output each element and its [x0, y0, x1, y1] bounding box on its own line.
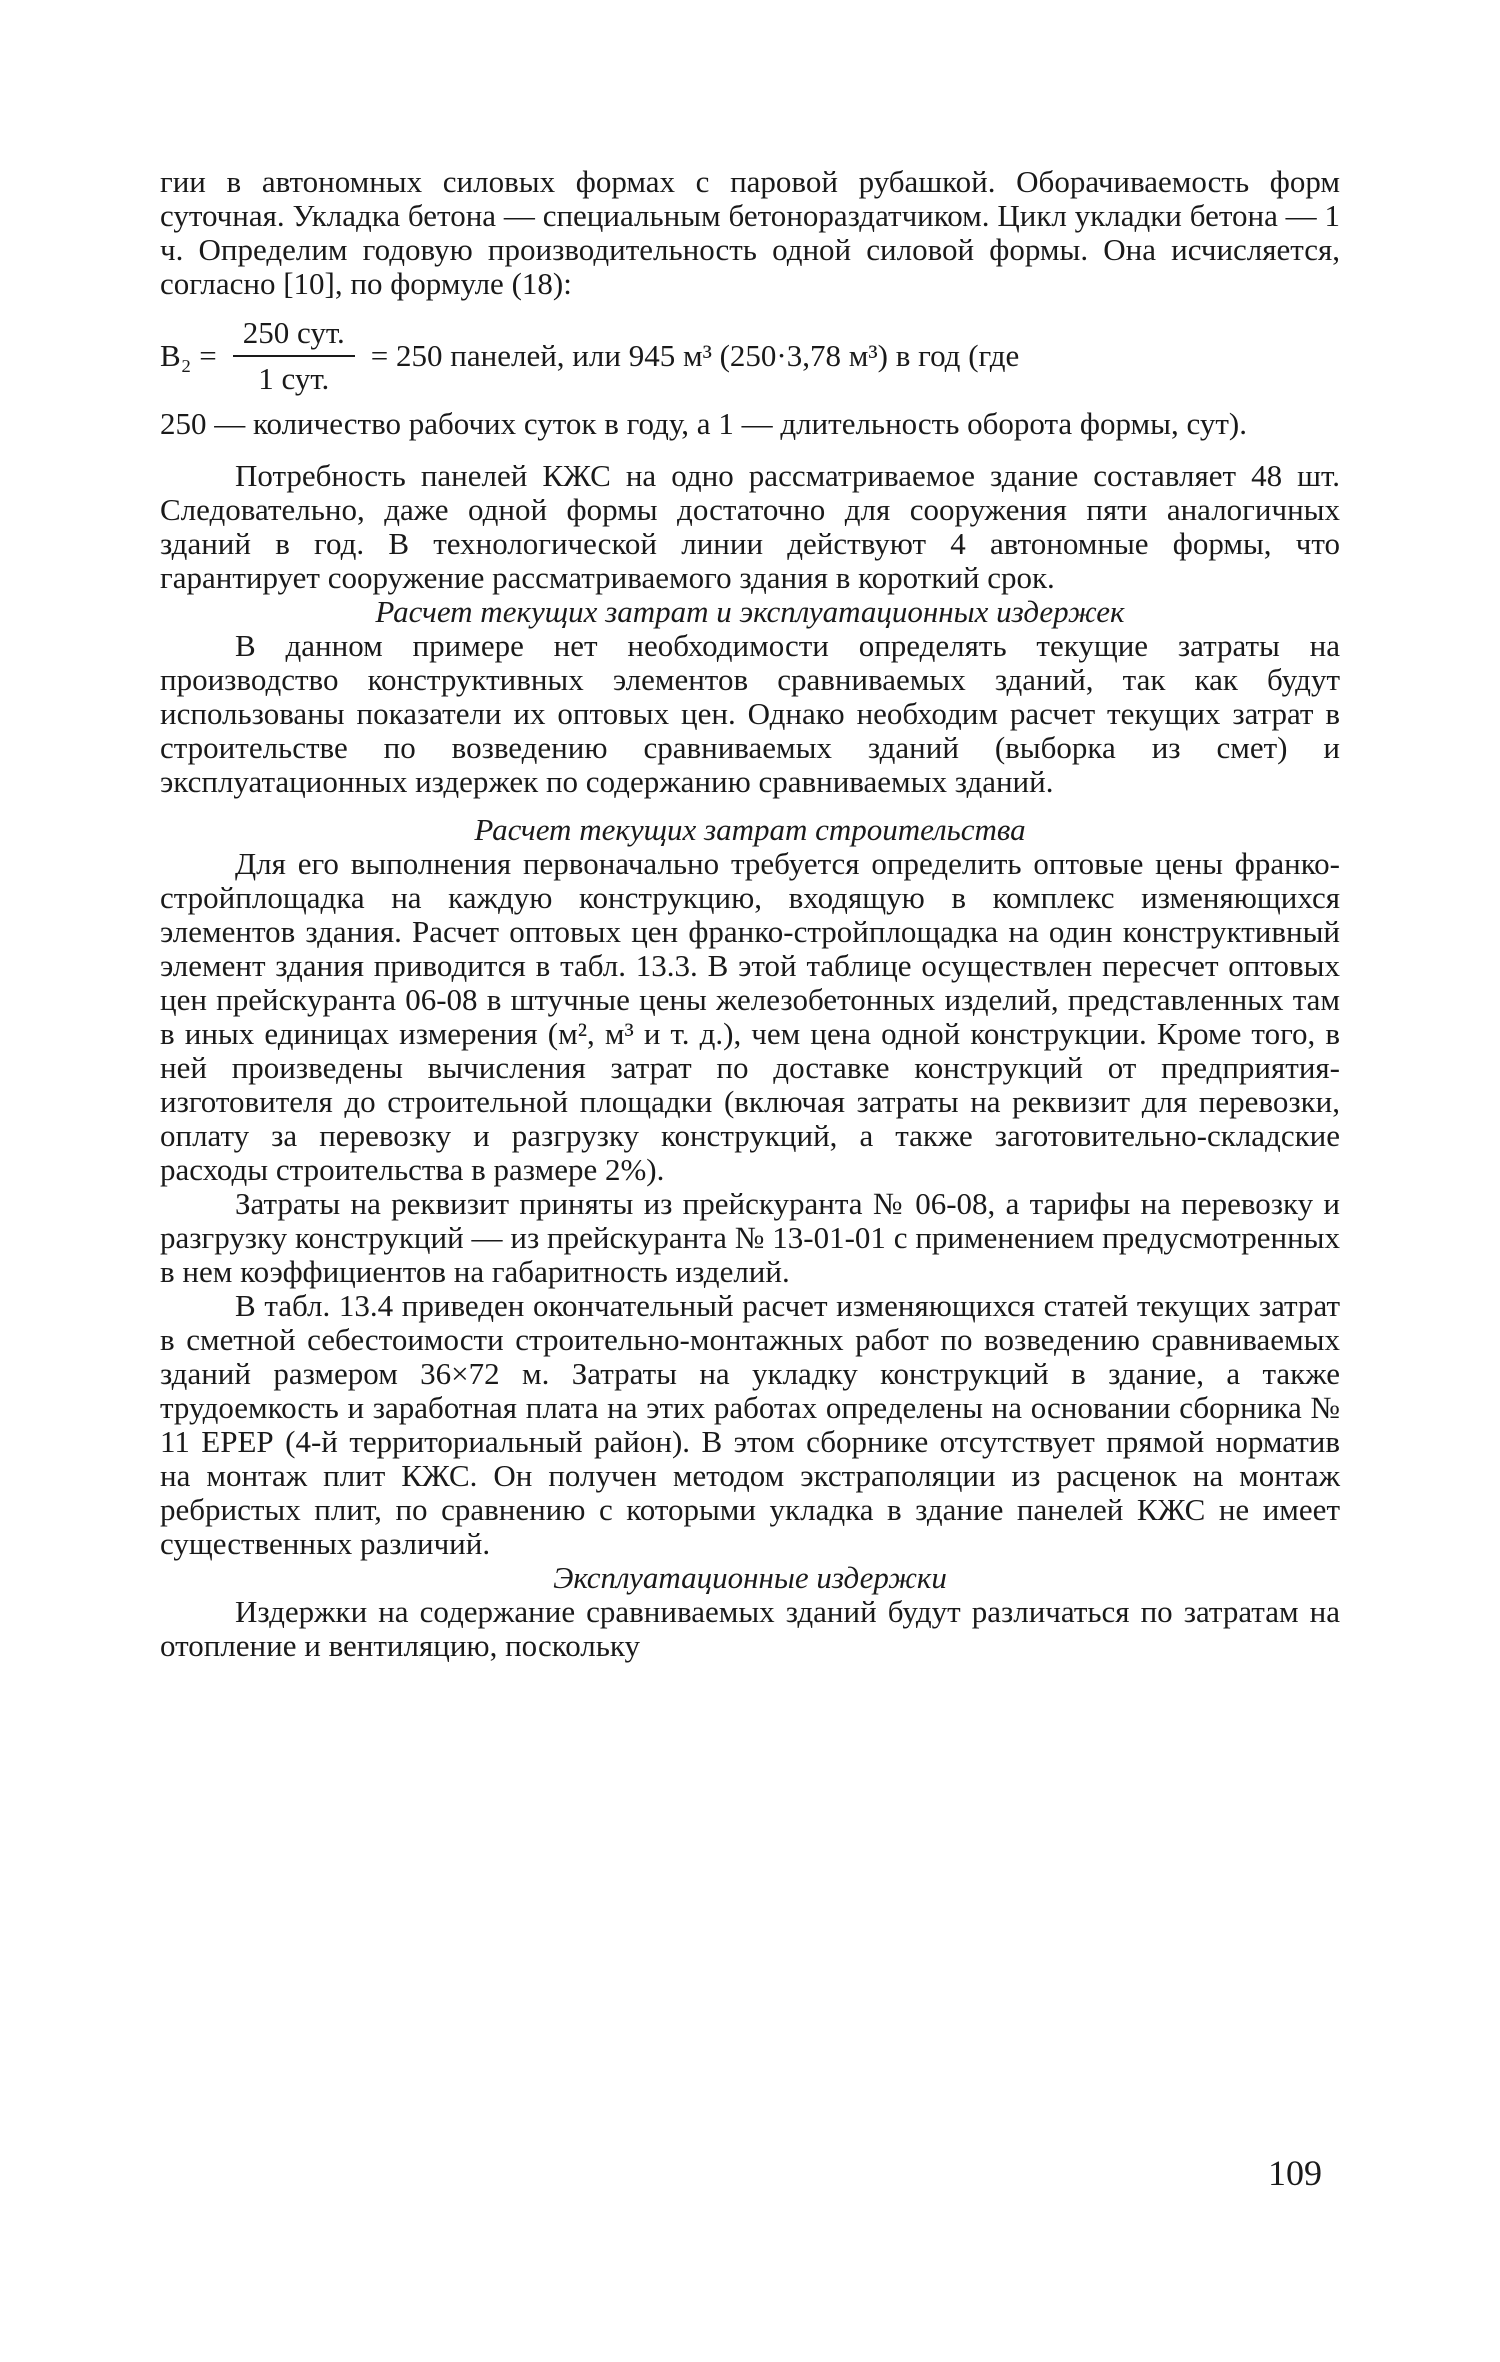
section-heading: Расчет текущих затрат строительства: [474, 812, 1026, 847]
formula: [160, 315, 1340, 397]
page-body: [160, 165, 1340, 1663]
formula-denominator: 1 сут.: [258, 361, 330, 396]
paragraph: Для его выполнения первоначально требуется определить оптовые цены франко-стройплощадка на каждую конструкцию, входящую в комплекс изменяющихся элементов здания. Расчет оптовых цен франко-стройплощадка на один конструктивный элемент здания приводится в табл. 13.3. В этой таблице осуществлен пересчет оптовых цен прейскуранта 06-08 в штучные цены железобетонных изделий, представленных там в иных единицах измерения (м², м³ и т. д.), чем цена одной конструкции. Кроме того, в ней произведены вычисления затрат по доставке конструкций от предприятия-изготовителя до строительной площадки (включая затраты на реквизит для перевозки, оплату за перевозку и разгрузку конструкций, а также заготовительно-складские расходы строительства в размере 2%).: [160, 846, 1340, 1187]
paragraph: 250 — количество рабочих суток в году, а 1 — длительность оборота формы, сут).: [160, 406, 1247, 441]
section-heading: Расчет текущих затрат и эксплуатационных издержек: [375, 594, 1125, 629]
formula-fraction: [233, 315, 355, 397]
page-number: 109: [1268, 2153, 1322, 2193]
formula-lhs: B₂ =: [160, 338, 217, 373]
section-heading: Эксплуатационные издержки: [553, 1560, 947, 1595]
formula-numerator: 250 сут.: [233, 315, 355, 357]
paragraph: Затраты на реквизит приняты из прейскуранта № 06-08, а тарифы на перевозку и разгрузку конструкций — из прейскуранта № 13-01-01 с применением предусмотренных в нем коэффициентов на габаритность изделий.: [160, 1186, 1340, 1289]
paragraph: В табл. 13.4 приведен окончательный расчет изменяющихся статей текущих затрат в сметной себестоимости строительно-монтажных работ по возведению сравниваемых зданий размером 36×72 м. Затраты на укладку конструкций в здание, а также трудоемкость и заработная плата на этих работах определены на основании сборника № 11 ЕРЕР (4-й территориальный район). В этом сборнике отсутствует прямой норматив на монтаж плит КЖС. Он получен методом экстраполяции из расценок на монтаж ребристых плит, по сравнению с которыми укладка в здание панелей КЖС не имеет существенных различий.: [160, 1288, 1340, 1561]
paragraph: В данном примере нет необходимости определять текущие затраты на производство конструктивных элементов сравниваемых зданий, так как будут использованы показатели их оптовых цен. Однако необходим расчет текущих затрат в строительстве по возведению сравниваемых зданий (выборка из смет) и эксплуатационных издержек по содержанию сравниваемых зданий.: [160, 628, 1340, 799]
formula-rhs: = 250 панелей, или 945 м³ (250·3,78 м³) в год (где: [370, 338, 1020, 373]
paragraph: Потребность панелей КЖС на одно рассматриваемое здание составляет 48 шт. Следовательно, даже одной формы достаточно для сооружения пяти аналогичных зданий в год. В технологической линии действуют 4 автономные формы, что гарантирует сооружение рассматриваемого здания в короткий срок.: [160, 458, 1340, 595]
paragraph: гии в автономных силовых формах с паровой рубашкой. Оборачиваемость форм суточная. Укладка бетона — специальным бетонораздатчиком. Цикл укладки бетона — 1 ч. Определим годовую производительность одной силовой формы. Она исчисляется, согласно [10], по формуле (18):: [160, 164, 1340, 301]
paragraph: Издержки на содержание сравниваемых зданий будут различаться по затратам на отопление и вентиляцию, поскольку: [160, 1594, 1340, 1663]
